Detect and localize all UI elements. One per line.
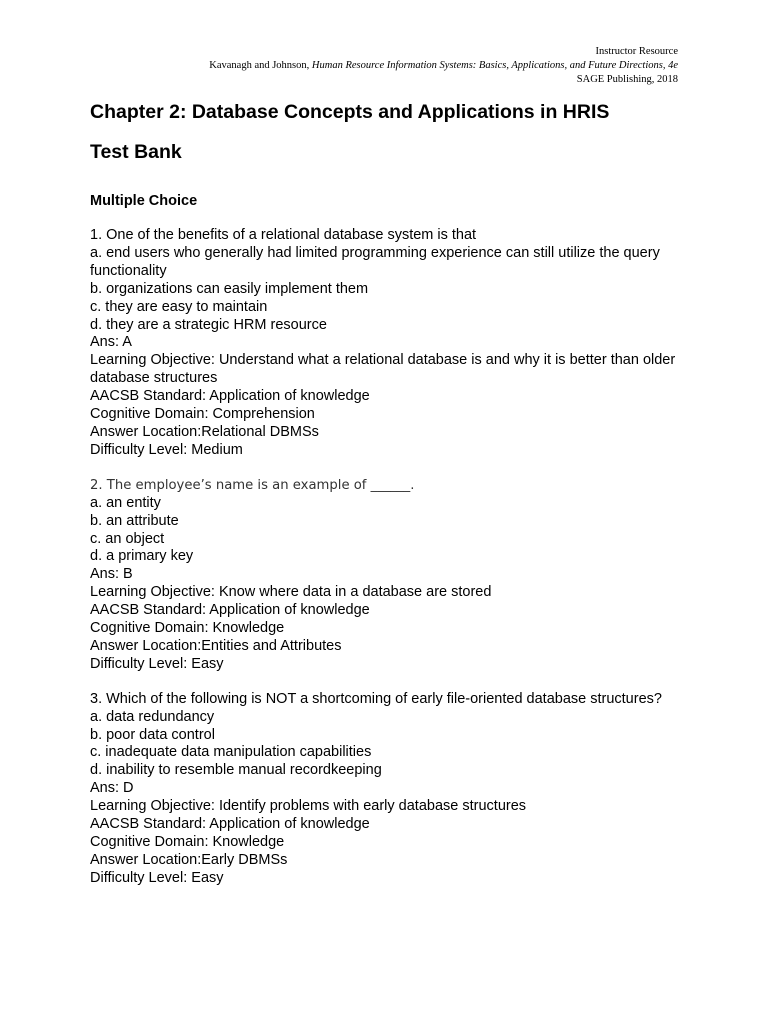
answer-option-b: b. an attribute	[90, 512, 179, 529]
section-title: Multiple Choice	[90, 193, 198, 209]
difficulty-level: Difficulty Level: Easy	[90, 655, 224, 672]
header-resource-label: Instructor Resource	[595, 46, 678, 57]
answer-location: Answer Location:Early DBMSs	[90, 851, 288, 868]
header-authors: Kavanagh and Johnson,	[209, 60, 312, 71]
answer-option-d: d. inability to resemble manual recordkeeping	[90, 762, 382, 779]
page-header	[118, 45, 678, 87]
document-body	[90, 98, 690, 888]
answer-key: Ans: A	[90, 334, 132, 351]
difficulty-level: Difficulty Level: Medium	[90, 441, 243, 458]
answer-option-c: c. an object	[90, 530, 165, 547]
cognitive-domain: Cognitive Domain: Knowledge	[90, 620, 285, 637]
answer-option-c: c. inadequate data manipulation capabilities	[90, 744, 372, 761]
cognitive-domain: Cognitive Domain: Knowledge	[90, 834, 285, 850]
question-stem: 1. One of the benefits of a relational database system is that	[90, 227, 477, 243]
chapter-title: Chapter 2: Database Concepts and Applications in HRIS	[90, 101, 610, 123]
answer-location: Answer Location:Entities and Attributes	[90, 637, 342, 654]
question-2	[90, 477, 690, 674]
aacsb-standard: AACSB Standard: Application of knowledge	[90, 816, 370, 833]
answer-option-d: d. they are a strategic HRM resource	[90, 316, 327, 333]
header-book-title: Human Resource Information Systems: Basics, Applications, and Future Directions, 4e	[311, 60, 678, 71]
header-book-citation	[118, 59, 678, 73]
answer-option-d: d. a primary key	[90, 548, 194, 565]
answer-key: Ans: D	[90, 780, 134, 797]
answer-option-b: b. poor data control	[90, 726, 215, 743]
header-publisher: SAGE Publishing, 2018	[576, 74, 678, 85]
aacsb-standard: AACSB Standard: Application of knowledge	[90, 602, 370, 619]
learning-objective: Learning Objective: Identify problems with early database structures	[90, 798, 527, 815]
document-subtitle: Test Bank	[90, 141, 182, 163]
learning-objective: Learning Objective: Understand what a relational database is and why it is better than older database structures	[90, 352, 676, 387]
question-stem: 3. Which of the following is NOT a shortcoming of early file-oriented database structures?	[90, 690, 662, 707]
learning-objective: Learning Objective: Know where data in a database are stored	[90, 584, 492, 601]
question-1	[90, 227, 690, 460]
answer-option-c: c. they are easy to maintain	[90, 298, 268, 315]
answer-location: Answer Location:Relational DBMSs	[90, 423, 319, 440]
cognitive-domain: Cognitive Domain: Comprehension	[90, 406, 315, 423]
answer-key: Ans: B	[90, 566, 133, 583]
aacsb-standard: AACSB Standard: Application of knowledge	[90, 388, 370, 405]
question-3	[90, 691, 690, 888]
difficulty-level: Difficulty Level: Easy	[90, 869, 224, 886]
answer-option-b: b. organizations can easily implement them	[90, 280, 369, 297]
answer-option-a: a. an entity	[90, 494, 161, 511]
answer-option-a: a. data redundancy	[90, 708, 215, 725]
answer-option-a: a. end users who generally had limited programming experience can still utilize the query functionality	[90, 244, 660, 279]
question-stem: 2. The employee’s name is an example of ______.	[90, 477, 415, 493]
